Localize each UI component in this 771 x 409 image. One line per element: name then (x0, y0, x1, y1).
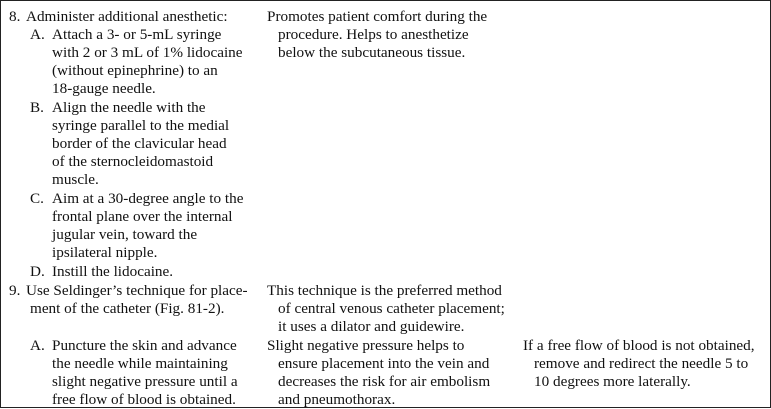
substep-line: jugular vein, toward the (52, 226, 198, 243)
substep-line: Align the needle with the (52, 99, 206, 116)
substep-letter: B. (30, 99, 44, 116)
substep-line: Aim at a 30-degree angle to the (52, 190, 244, 207)
substep-line: free flow of blood is obtained. (52, 391, 236, 408)
note-line: remove and redirect the needle 5 to (534, 355, 749, 372)
rationale-line: of central venous catheter placement; (278, 300, 505, 317)
substep-line: (without epinephrine) to an (52, 62, 218, 79)
substep-line: with 2 or 3 mL of 1% lidocaine (52, 44, 243, 61)
substep-line: ipsilateral nipple. (52, 244, 158, 261)
substep-line: border of the clavicular head (52, 135, 227, 152)
substep-line: Instill the lidocaine. (52, 263, 174, 280)
note-line: If a free flow of blood is not obtained, (523, 337, 755, 354)
rationale-line: ensure placement into the vein and (278, 355, 490, 372)
substep-line: 18-gauge needle. (52, 80, 156, 97)
step-number: 8. (9, 8, 21, 25)
step-text: Administer additional anesthetic: (26, 8, 228, 25)
substep-line: muscle. (52, 171, 99, 188)
substep-line: of the sternocleidomastoid (52, 153, 214, 170)
substep-letter: D. (30, 263, 45, 280)
rationale-line: it uses a dilator and guidewire. (278, 318, 465, 335)
rationale-line: below the subcutaneous tissue. (278, 44, 466, 61)
substep-line: the needle while maintaining (52, 355, 228, 372)
substep-line: syringe parallel to the medial (52, 117, 230, 134)
note-line: 10 degrees more laterally. (534, 373, 691, 390)
substep-line: Puncture the skin and advance (52, 337, 237, 354)
rationale-line: This technique is the preferred method (267, 282, 502, 299)
rationale-line: and pneumothorax. (278, 391, 396, 408)
substep-line: Attach a 3- or 5-mL syringe (52, 26, 222, 43)
step-line: Use Seldinger’s technique for place- (26, 282, 248, 299)
rationale-line: Slight negative pressure helps to (267, 337, 465, 354)
substep-line: slight negative pressure until a (52, 373, 238, 390)
substep-letter: A. (30, 337, 45, 354)
step-line: ment of the catheter (Fig. 81-2). (30, 300, 225, 317)
rationale-line: Promotes patient comfort during the (267, 8, 488, 25)
substep-line: frontal plane over the internal (52, 208, 233, 225)
rationale-line: procedure. Helps to anesthetize (278, 26, 469, 43)
substep-letter: A. (30, 26, 45, 43)
substep-letter: C. (30, 190, 44, 207)
rationale-line: decreases the risk for air embolism (278, 373, 491, 390)
step-number: 9. (9, 282, 21, 299)
